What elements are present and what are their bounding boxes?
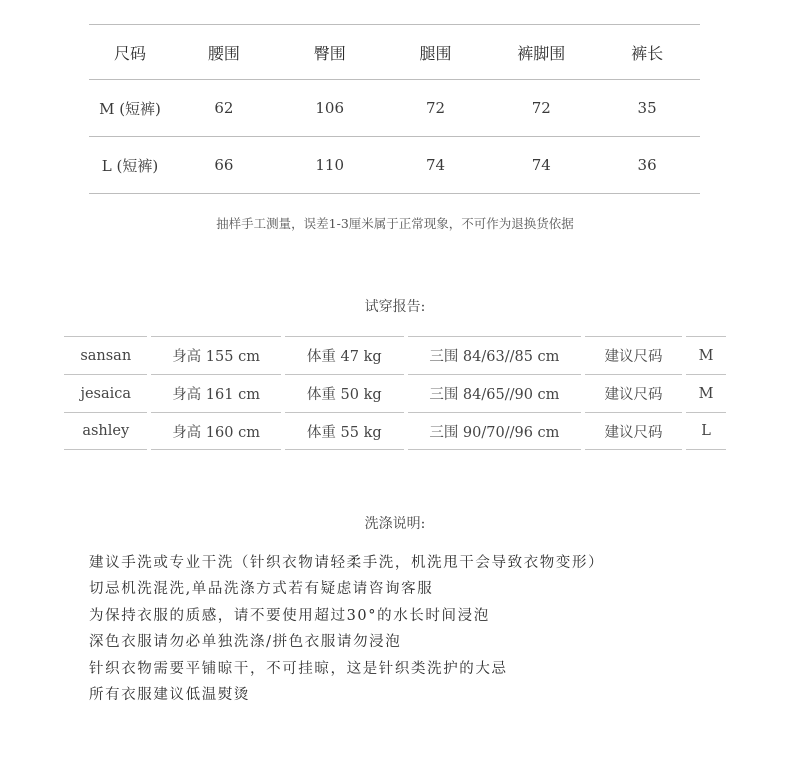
- list-item: 针织衣物需要平铺晾干，不可挂晾，这是针织类洗护的大忌: [89, 660, 508, 677]
- model-weight: 体重 50 kg: [285, 374, 404, 412]
- header-size: 尺码: [113, 43, 146, 63]
- washing-instructions: [89, 550, 604, 708]
- suggested-size-label: 建议尺码: [585, 412, 682, 450]
- header-thigh: 腿围: [419, 43, 452, 63]
- list-item: 为保持衣服的质感，请不要使用超过30°的水长时间浸泡: [89, 607, 490, 624]
- suggested-size: L: [686, 412, 726, 450]
- model-height: 身高 161 cm: [151, 374, 280, 412]
- model-measurements: 三围 84/63//85 cm: [408, 336, 581, 374]
- header-hip: 臀围: [313, 43, 346, 63]
- suggested-size-label: 建议尺码: [585, 336, 682, 374]
- thigh-value: 74: [425, 156, 446, 174]
- list-item: 建议手洗或专业干洗（针织衣物请轻柔手洗，机洗甩干会导致衣物变形）: [89, 555, 605, 571]
- table-row: [89, 137, 700, 194]
- table-row: [89, 80, 700, 137]
- table-row: [64, 336, 726, 374]
- tryon-title: 试穿报告:: [364, 299, 426, 315]
- model-height: 身高 160 cm: [151, 412, 280, 450]
- model-weight: 体重 55 kg: [285, 412, 404, 450]
- header-waist: 腰围: [207, 43, 240, 63]
- list-item: 切忌机洗混洗,单品洗涤方式若有疑虑请咨询客服: [89, 581, 434, 598]
- list-item: 深色衣服请勿必单独洗涤/拼色衣服请勿浸泡: [89, 634, 402, 651]
- measurement-note: 抽样手工测量，误差1-3厘米属于正常现象，不可作为退换货依据: [216, 216, 574, 231]
- model-measurements: 三围 84/65//90 cm: [408, 374, 581, 412]
- length-value: 36: [637, 156, 657, 174]
- size-label: L (短裤): [101, 156, 159, 175]
- model-name: ashley: [64, 412, 147, 450]
- suggested-size: M: [686, 336, 726, 374]
- size-table: [89, 24, 700, 194]
- size-table-header: [89, 25, 700, 80]
- header-leg-opening: 裤脚围: [517, 43, 566, 63]
- leg-opening-value: 74: [531, 156, 551, 174]
- header-length: 裤长: [631, 43, 664, 63]
- thigh-value: 72: [425, 99, 446, 117]
- hip-value: 110: [315, 156, 345, 174]
- table-row: [64, 374, 726, 412]
- model-name: sansan: [64, 336, 147, 374]
- length-value: 35: [637, 99, 657, 117]
- model-weight: 体重 47 kg: [285, 336, 404, 374]
- suggested-size: M: [686, 374, 726, 412]
- model-height: 身高 155 cm: [151, 336, 280, 374]
- waist-value: 66: [214, 156, 234, 174]
- hip-value: 106: [315, 99, 345, 117]
- waist-value: 62: [214, 99, 234, 117]
- list-item: 所有衣服建议低温熨烫: [89, 686, 250, 703]
- model-name: jesaica: [64, 374, 147, 412]
- leg-opening-value: 72: [531, 99, 551, 117]
- size-label: M (短裤): [99, 99, 161, 118]
- table-row: [64, 412, 726, 450]
- suggested-size-label: 建议尺码: [585, 374, 682, 412]
- model-measurements: 三围 90/70//96 cm: [408, 412, 581, 450]
- washing-title: 洗涤说明:: [364, 516, 426, 532]
- tryon-table: [64, 336, 726, 450]
